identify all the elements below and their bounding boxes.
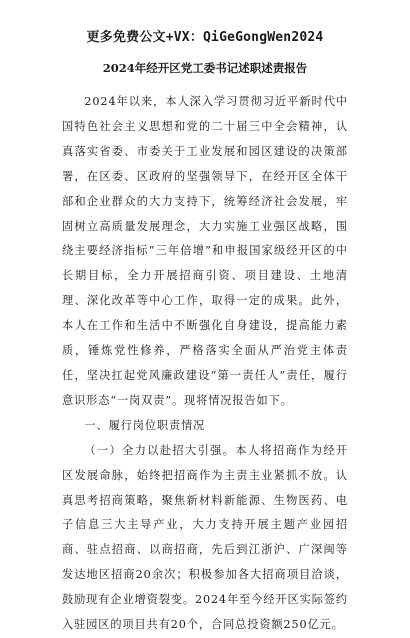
intro-paragraph: 2024年以来，本人深入学习贯彻习近平新时代中国特色社会主义思想和党的二十届三中全会精神，认真落实省委、市委关于工业发展和园区建设的决策部署，在区委、区政府的坚强领导下，在经开区全体干部和企业群众的大力支持下，统筹经济社会发展，牢固树立高质量发展理念，大力实施工业强区战略，围绕主要经济指标“三年倍增”和申报国家级经开区的中长期目标，全力开展招商引资、项目建设、土地清理、深化改革等中心工作，取得一定的成果。此外，本人在工作和生活中不断强化自身建设，提高能力素质，锤炼党性修养，严格落实全面从严治党主体责任，坚决扛起党风廉政建设“第一责任人”责任，履行意识形态“一岗双责”。现将情况报告如下。 bbox=[62, 95, 348, 407]
subsection-paragraph: （一）全力以赴招大引强。本人将招商作为经开区发展命脉，始终把招商作为主责主业紧抓不放。认真思考招商策略，聚焦新材料新能源、生物医药、电子信息三大主导产业，大力支持开展主题产业园招商、驻点招商、以商招商，先后到江浙沪、广深闽等发达地区招商20余次；积极参加各大招商项目洽谈，鼓励现有企业增资裂变。2024年至今经开区实际签约入驻园区的项目共有20个，合同总投资额250亿元。 bbox=[62, 443, 348, 632]
document-body bbox=[62, 90, 348, 638]
document-title: 2024年经开区党工委书记述职述责报告 bbox=[102, 61, 308, 75]
promo-banner: 更多免费公文+VX：QiGeGongWen2024 bbox=[86, 30, 324, 45]
section-heading: 一、履行岗位职责情况 bbox=[84, 418, 206, 432]
